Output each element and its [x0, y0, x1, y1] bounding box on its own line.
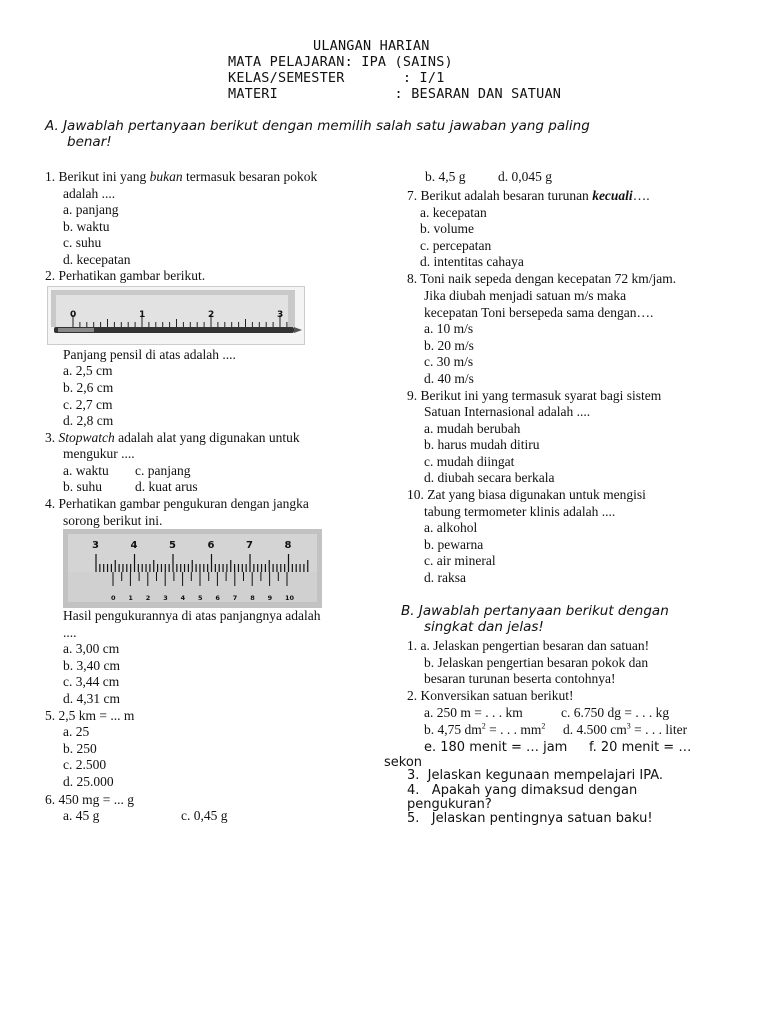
- option-5c: c. 2.500: [63, 757, 107, 772]
- essay-3: 3. Jelaskan kegunaan mempelajari IPA.: [407, 768, 664, 783]
- essay-2c: c. 6.750 dg = . . . kg: [561, 705, 670, 720]
- option-6a: a. 45 g: [63, 808, 100, 823]
- caliper-main-label: 5: [169, 540, 176, 551]
- subject-line: MATA PELAJARAN: IPA (SAINS): [228, 54, 453, 70]
- option-4a: a. 3,00 cm: [63, 641, 120, 656]
- ruler-drawing: [48, 287, 304, 344]
- question-4-text: Hasil pengukurannya di atas panjangnya adalah: [63, 608, 321, 623]
- essay-5: 5. Jelaskan pentingnya satuan baku!: [407, 811, 653, 826]
- option-2c: c. 2,7 cm: [63, 397, 113, 412]
- caliper-vernier-label: 2: [145, 594, 151, 602]
- option-8a: a. 10 m/s: [424, 321, 474, 336]
- question-9-cont: Satuan Internasional adalah ....: [424, 404, 591, 419]
- caliper-main-label: 4: [130, 540, 138, 551]
- option-10b: b. pewarna: [424, 537, 484, 552]
- essay-1b: b. Jelaskan pengertian besaran pokok dan: [424, 655, 649, 670]
- option-8b: b. 20 m/s: [424, 338, 474, 353]
- question-7-stem: 7. Berikut adalah besaran turunan kecuali….: [407, 188, 650, 203]
- caliper-vernier-label: 0: [111, 594, 116, 602]
- question-5-stem: 5. 2,5 km = ... m: [45, 708, 135, 723]
- ruler-pencil-image: [47, 286, 305, 345]
- option-3d: d. kuat arus: [135, 479, 198, 494]
- class-semester-line: KELAS/SEMESTER : I/1: [228, 70, 445, 86]
- caliper-main-label: 3: [92, 540, 99, 551]
- option-6b: b. 4,5 g: [425, 169, 466, 184]
- ruler-label-2: 2: [208, 310, 215, 320]
- question-1-stem: 1. Berikut ini yang bukan termasuk besaran pokok: [45, 169, 318, 184]
- option-8c: c. 30 m/s: [424, 354, 474, 369]
- option-5a: a. 25: [63, 724, 90, 739]
- question-3-stem: 3. Stopwatch adalah alat yang digunakan untuk: [45, 430, 300, 445]
- option-3c: c. panjang: [135, 463, 191, 478]
- ruler-label-3: 3: [277, 310, 284, 320]
- option-4c: c. 3,44 cm: [63, 674, 120, 689]
- essay-2f-cont: sekon: [384, 755, 423, 770]
- caliper-vernier-label: 4: [180, 594, 186, 602]
- option-1b: b. waktu: [63, 219, 110, 234]
- essay-2a: a. 250 m = . . . km: [424, 705, 523, 720]
- section-b-heading-cont: singkat dan jelas!: [424, 619, 544, 635]
- caliper-vernier-label: 7: [232, 594, 238, 602]
- question-2-text: Panjang pensil di atas adalah ....: [63, 347, 236, 362]
- option-7a: a. kecepatan: [420, 205, 487, 220]
- ruler-label-1: 1: [139, 310, 146, 320]
- essay-1a: 1. a. Jelaskan pengertian besaran dan satuan!: [407, 638, 650, 653]
- option-2b: b. 2,6 cm: [63, 380, 114, 395]
- option-6c: c. 0,45 g: [181, 808, 228, 823]
- question-4-dots: ....: [63, 625, 77, 640]
- question-8-stem: 8. Toni naik sepeda dengan kecepatan 72 km/jam.: [407, 271, 677, 286]
- question-6-stem: 6. 450 mg = ... g: [45, 792, 134, 807]
- question-8-cont1: Jika diubah menjadi satuan m/s maka: [424, 288, 627, 303]
- option-4b: b. 3,40 cm: [63, 658, 120, 673]
- pencil-clip: [58, 328, 94, 332]
- question-8-cont2: kecepatan Toni bersepeda sama dengan….: [424, 305, 654, 320]
- essay-1b-cont: besaran turunan beserta contohnya!: [424, 671, 616, 686]
- question-4-stem-cont: sorong berikut ini.: [63, 513, 163, 528]
- ruler-label-0: 0: [70, 310, 77, 320]
- option-10a: a. alkohol: [424, 520, 478, 535]
- caliper-main-label: 8: [284, 540, 292, 551]
- option-5b: b. 250: [63, 741, 97, 756]
- section-a-heading-cont: benar!: [67, 134, 112, 150]
- option-7d: d. intentitas cahaya: [420, 254, 524, 269]
- essay-4-cont: pengukuran?: [407, 797, 492, 812]
- question-9-stem: 9. Berikut ini yang termasuk syarat bagi sistem: [407, 388, 662, 403]
- question-10-cont: tabung termometer klinis adalah ....: [424, 504, 616, 519]
- caliper-main-label: 6: [207, 540, 215, 551]
- option-4d: d. 4,31 cm: [63, 691, 120, 706]
- option-9d: d. diubah secara berkala: [424, 470, 555, 485]
- question-4-stem: 4. Perhatikan gambar pengukuran dengan jangka: [45, 496, 309, 511]
- caliper-vernier-label: 3: [163, 594, 168, 602]
- essay-2d: d. 4.500 $cm^3$ = . . . liter: [563, 721, 688, 737]
- option-3a: a. waktu: [63, 463, 109, 478]
- option-9b: b. harus mudah ditiru: [424, 437, 540, 452]
- option-2d: d. 2,8 cm: [63, 413, 114, 428]
- question-2-stem: 2. Perhatikan gambar berikut.: [45, 268, 206, 283]
- option-5d: d. 25.000: [63, 774, 114, 789]
- caliper-vernier-label: 6: [215, 594, 220, 602]
- caliper-vernier-label: 8: [250, 594, 255, 602]
- caliper-vernier-label: 10: [285, 594, 295, 602]
- material-line: MATERI : BESARAN DAN SATUAN: [228, 86, 562, 102]
- question-1-stem-cont: adalah ....: [63, 186, 116, 201]
- caliper-vernier-label: 1: [128, 594, 133, 602]
- option-1a: a. panjang: [63, 202, 119, 217]
- pencil-tip: [294, 327, 302, 333]
- option-7b: b. volume: [420, 221, 474, 236]
- option-7c: c. percepatan: [420, 238, 492, 253]
- essay-2f: f. 20 menit = …: [589, 740, 692, 755]
- option-3b: b. suhu: [63, 479, 103, 494]
- caliper-main-label: 7: [246, 540, 253, 551]
- option-6d: d. 0,045 g: [498, 169, 552, 184]
- essay-2-stem: 2. Konversikan satuan berikut!: [407, 688, 574, 703]
- essay-2b: b. 4,75 $dm^2$ = . . . $mm^2$: [424, 721, 546, 737]
- option-9a: a. mudah berubah: [424, 421, 521, 436]
- essay-4: 4. Apakah yang dimaksud dengan: [407, 783, 638, 798]
- option-8d: d. 40 m/s: [424, 371, 474, 386]
- caliper-vernier-label: 9: [267, 594, 273, 602]
- option-10d: d. raksa: [424, 570, 466, 585]
- option-2a: a. 2,5 cm: [63, 363, 113, 378]
- caliper-drawing: [63, 529, 322, 608]
- question-10-stem: 10. Zat yang biasa digunakan untuk mengisi: [407, 487, 646, 502]
- option-1d: d. kecepatan: [63, 252, 131, 267]
- section-a-heading: A. Jawablah pertanyaan berikut dengan memilih salah satu jawaban yang paling: [45, 118, 590, 134]
- exam-title: ULANGAN HARIAN: [313, 38, 430, 54]
- question-3-stem-cont: mengukur ....: [63, 446, 135, 461]
- caliper-image: [63, 529, 322, 608]
- section-b-heading: B. Jawablah pertanyaan berikut dengan: [401, 603, 669, 619]
- option-9c: c. mudah diingat: [424, 454, 515, 469]
- essay-2e: e. 180 menit = … jam: [424, 740, 568, 755]
- option-10c: c. air mineral: [424, 553, 496, 568]
- option-1c: c. suhu: [63, 235, 102, 250]
- caliper-vernier-label: 5: [198, 594, 203, 602]
